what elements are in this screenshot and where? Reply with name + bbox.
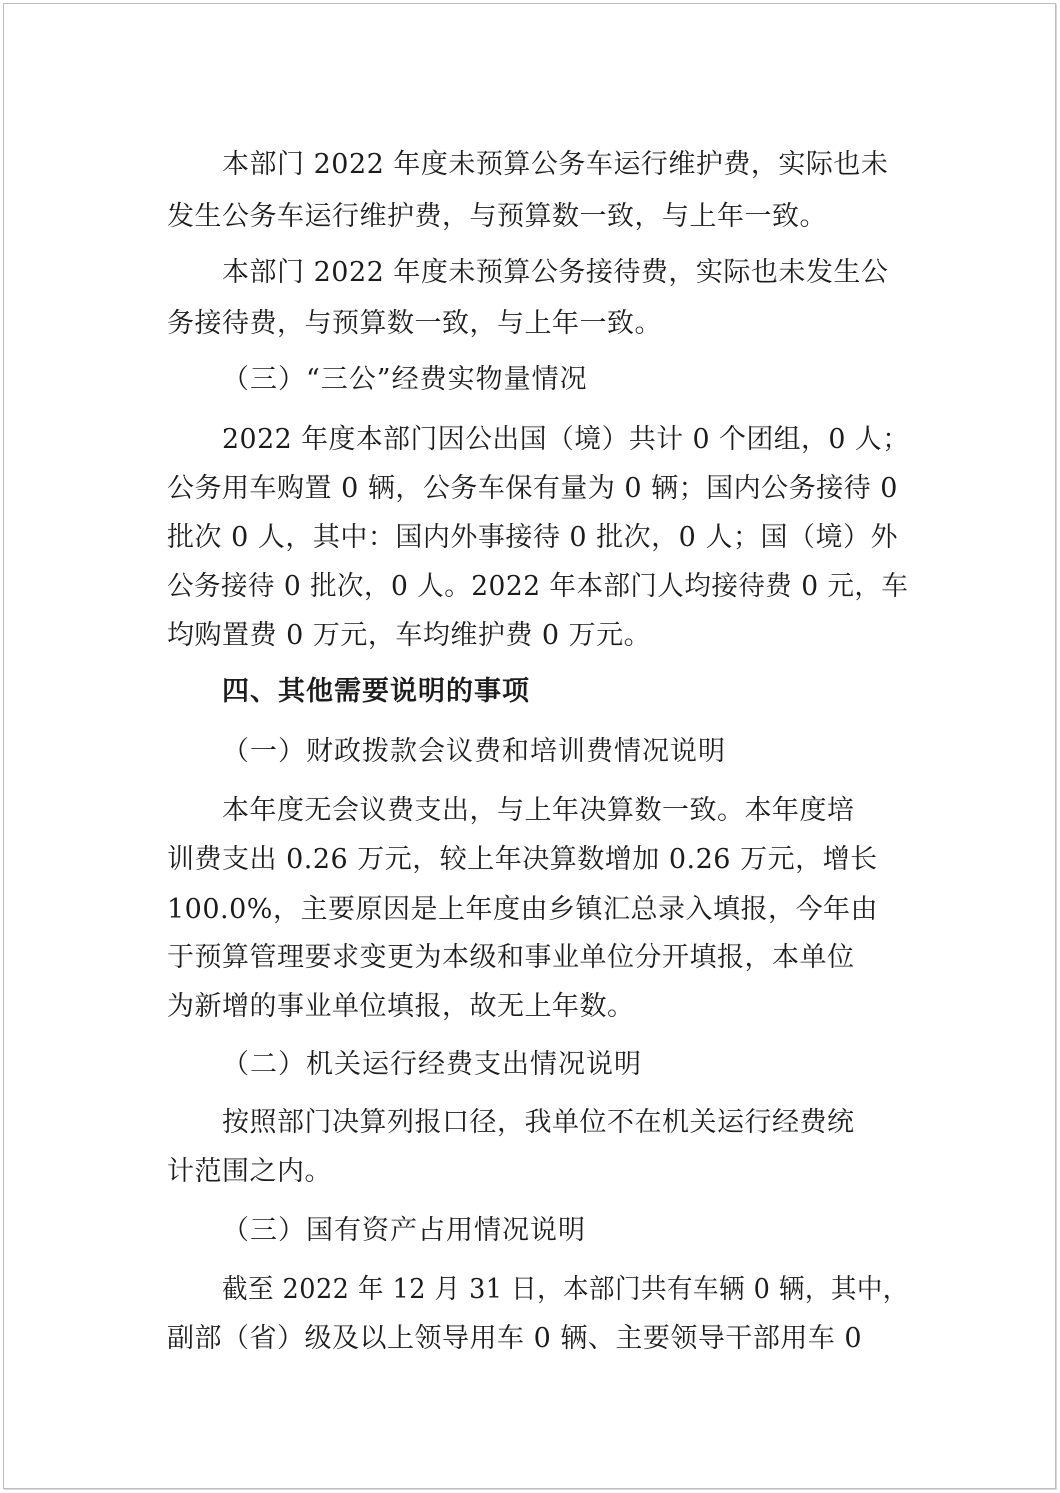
paragraph-line: 公务接待 0 批次，0 人。2022 年本部门人均接待费 0 元，车: [167, 571, 909, 602]
paragraph-line: 务接待费，与预算数一致，与上年一致。: [167, 308, 662, 339]
paragraph-line: 本部门 2022 年度未预算公务车运行维护费，实际也未: [222, 149, 889, 180]
paragraph-line: 本年度无会议费支出，与上年决算数一致。本年度培: [222, 795, 855, 826]
paragraph-line: 训费支出 0.26 万元，较上年决算数增加 0.26 万元，增长: [167, 844, 878, 875]
paragraph-line: 100.0%，主要原因是上年度由乡镇汇总录入填报，今年由: [167, 894, 878, 925]
paragraph-line: 截至 2022 年 12 月 31 日，本部门共有车辆 0 辆，其中，: [222, 1274, 909, 1305]
section-subheading: （二）机关运行经费支出情况说明: [222, 1049, 642, 1080]
paragraph-line: 均购置费 0 万元，车均维护费 0 万元。: [167, 620, 652, 651]
paragraph-line: 按照部门决算列报口径，我单位不在机关运行经费统: [222, 1107, 855, 1138]
section-subheading: （三）“三公”经费实物量情况: [222, 364, 588, 395]
paragraph-line: 本部门 2022 年度未预算公务接待费，实际也未发生公: [222, 257, 889, 288]
paragraph-line: 2022 年度本部门因公出国（境）共计 0 个团组，0 人；: [222, 424, 910, 455]
paragraph-line: 计范围之内。: [167, 1156, 332, 1187]
section-subheading: （一）财政拨款会议费和培训费情况说明: [222, 736, 726, 767]
section-subheading: （三）国有资产占用情况说明: [222, 1215, 586, 1246]
paragraph-line: 副部（省）级及以上领导用车 0 辆、主要领导干部用车 0: [167, 1323, 863, 1354]
paragraph-line: 公务用车购置 0 辆，公务车保有量为 0 辆；国内公务接待 0: [167, 473, 898, 504]
section-heading: 四、其他需要说明的事项: [222, 676, 530, 707]
paragraph-line: 批次 0 人，其中：国内外事接待 0 批次，0 人；国（境）外: [167, 522, 898, 553]
document-page: [3, 3, 1056, 1489]
paragraph-line: 于预算管理要求变更为本级和事业单位分开填报，本单位: [167, 942, 855, 973]
paragraph-line: 发生公务车运行维护费，与预算数一致，与上年一致。: [167, 201, 827, 232]
paragraph-line: 为新增的事业单位填报，故无上年数。: [167, 991, 635, 1022]
